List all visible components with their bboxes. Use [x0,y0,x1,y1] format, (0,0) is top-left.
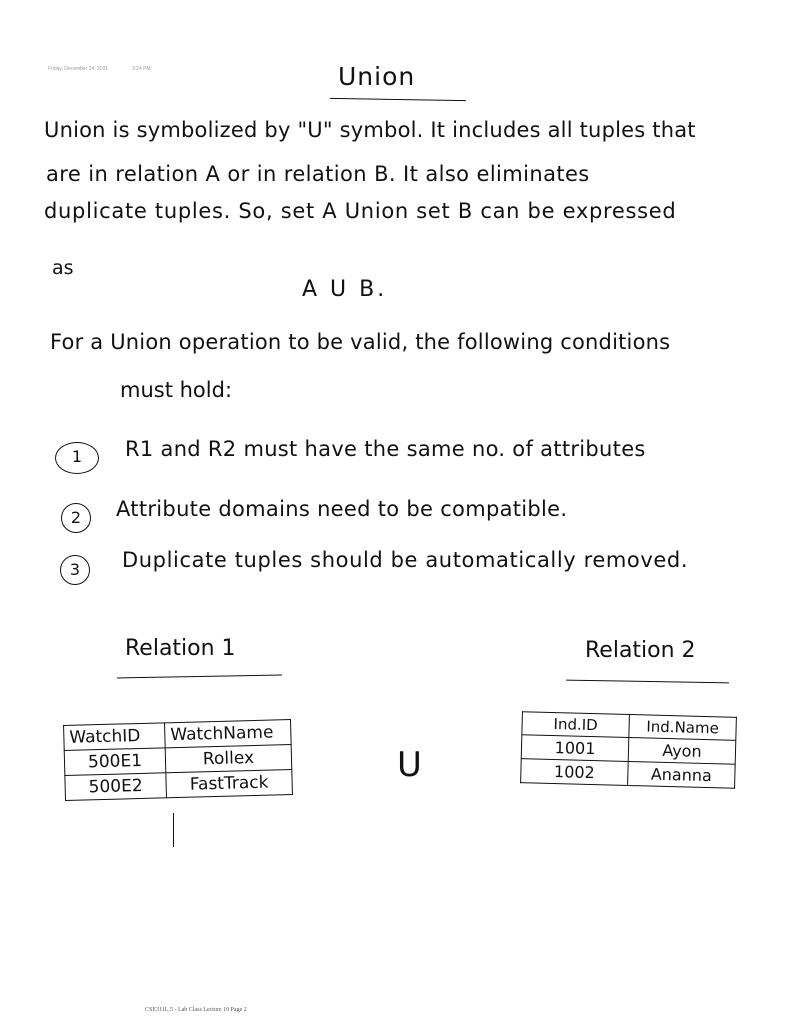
table-header-cell: WatchID [64,723,166,751]
paragraph-line-2: are in relation A or in relation B. It also eliminates [46,162,590,186]
condition-text-1: R1 and R2 must have the same no. of attributes [125,437,646,461]
union-expression: A U B. [302,277,388,302]
table-row [521,759,736,789]
table-cell: Ayon [628,738,736,765]
table-divider-stroke [173,813,174,847]
relation-1-underline [117,675,282,679]
table-cell: Ananna [628,761,736,788]
paragraph-line-3: duplicate tuples. So, set A Union set B can be expressed [44,199,677,223]
page-time: 3:24 PM [132,66,151,72]
page-title: Union [338,62,416,91]
relation-1-title: Relation 1 [125,636,236,661]
relation-2-title: Relation 2 [585,638,696,663]
conditions-intro-line-2: must hold: [120,378,233,402]
paragraph-line-4: as [52,257,74,279]
conditions-intro-line-1: For a Union operation to be valid, the following conditions [50,330,671,354]
table-header-cell: Ind.ID [522,712,630,738]
relation-2-table [520,711,737,789]
table-row [65,770,293,801]
page-footer: CSE311L.5 - Lab Class Lecture 10 Page 2 [145,1007,247,1013]
condition-number-3: 3 [60,555,90,585]
table-header-cell: Ind.Name [629,715,737,741]
paragraph-line-1: Union is symbolized by "U" symbol. It includes all tuples that [44,118,696,142]
table-cell: Rollex [165,745,292,773]
title-underline [330,98,466,101]
condition-text-2: Attribute domains need to be compatible. [116,497,568,521]
page-date: Friday, December 24, 2021 [48,66,109,72]
condition-text-3: Duplicate tuples should be automatically removed. [122,548,689,572]
table-cell: 1001 [521,735,629,762]
table-cell: FastTrack [166,770,293,798]
condition-number-2: 2 [61,503,91,533]
table-cell: 1002 [521,759,629,786]
relation-2-underline [566,680,729,684]
table-cell: 500E1 [64,748,166,776]
table-cell: 500E2 [65,773,167,801]
condition-number-1: 1 [55,442,99,474]
union-symbol: U [397,745,422,785]
relation-1-table [63,719,293,801]
table-header-cell: WatchName [165,720,292,748]
